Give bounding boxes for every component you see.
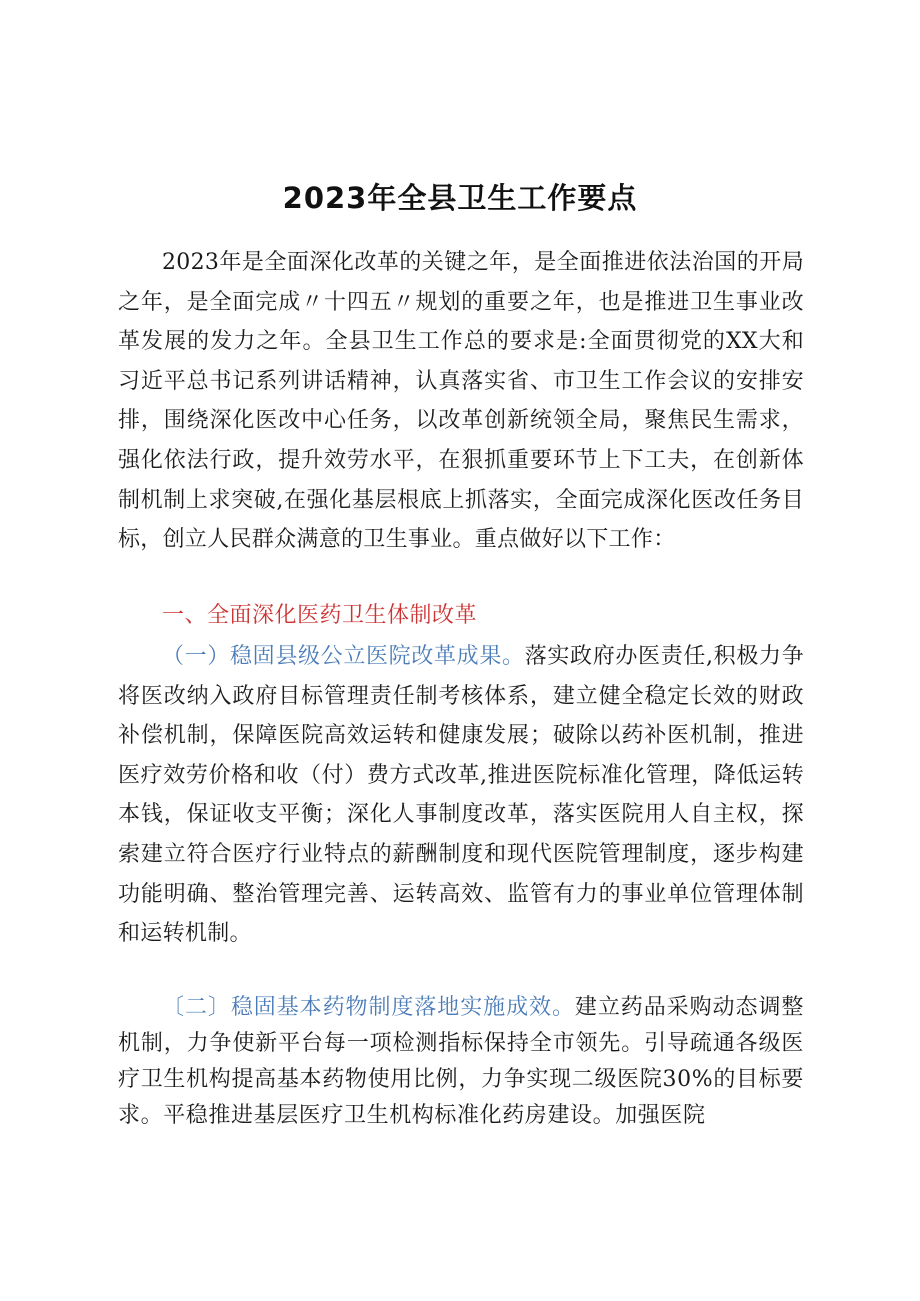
intro-paragraph: 2023年是全面深化改革的关键之年，是全面推进依法治国的开局之年，是全面完成〃十四五〃规划的重要之年，也是推进卫生事业改革发展的发力之年。全县卫生工作总的要求是:全面贯彻党的XX大和习近平总书记系列讲话精神，认真落实省、市卫生工作会议的安排安排，围绕深化医改中心任务，以改革创新统领全局，聚焦民生需求，强化依法行政，提升效劳水平，在狠抓重要环节上下工夫，在创新体制机制上求突破,在强化基层根底上抓落实，全面完成深化医改任务目标，创立人民群众满意的卫生事业。重点做好以下工作： (118, 250, 804, 553)
item-body-1: 落实政府办医责任,积极力争将医改纳入政府目标管理责任制考核体系，建立健全稳定长效的财政补偿机制，保障医院高效运转和健康发展；破除以药补医机制，推进医疗效劳价格和收（付）费方式改革,推进医院标准化管理，降低运转本钱，保证收支平衡；深化人事制度改革，落实医院用人自主权，探索建立符合医疗行业特点的薪酬制度和现代医院管理制度，逐步构建功能明确、整治管理完善、运转高效、监管有力的事业单位管理体制和运转机制。 (118, 644, 804, 947)
item-body-2: 建立药品采购动态调整机制，力争使新平台每一项检测指标保持全市领先。引导疏通各级医疗卫生机构提高基本药物使用比例，力争实现二级医院30%的目标要求。平稳推进基层医疗卫生机构标准化药房建设。加强医院 (118, 995, 804, 1128)
item-heading-1: （一）稳固县级公立医院改革成果。 (162, 644, 525, 669)
item-paragraph-2 (118, 990, 804, 1134)
item-paragraph-1 (118, 637, 804, 954)
item-heading-2: 〔二〕稳固基本药物制度落地实施成效。 (162, 995, 575, 1020)
section-heading-1: 一、全面深化医药卫生体制改革 (162, 603, 478, 628)
document-title: 2023年全县卫生工作要点 (282, 181, 638, 215)
